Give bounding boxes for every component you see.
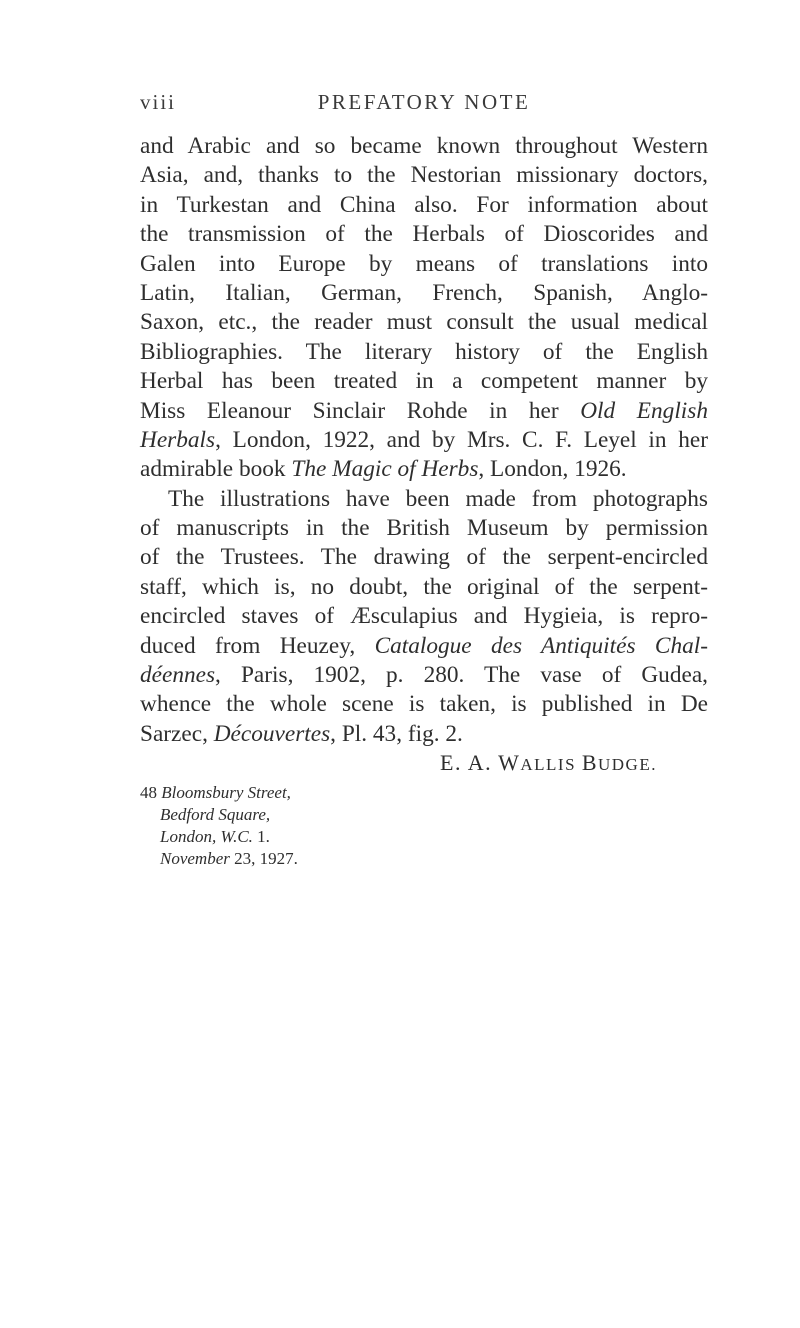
address-date-line [140, 848, 298, 870]
text-line [140, 308, 708, 337]
text-line [140, 250, 708, 279]
text-line [140, 426, 708, 455]
text-line [140, 367, 708, 396]
signature-name-part: ALLIS [520, 755, 577, 774]
text-line [140, 338, 708, 367]
prefatory-note-body [140, 132, 708, 749]
date-day-year: 23, 1927. [234, 849, 298, 868]
address-postal-number: 1. [257, 827, 270, 846]
italic-title-segment: déennes [140, 662, 216, 689]
text-segment: Herbal has been treated in a competent manner by [140, 368, 708, 395]
address-postal: W.C. [220, 827, 253, 846]
text-segment: duced from Heuzey, [140, 632, 375, 659]
page-title: PREFATORY NOTE [317, 90, 531, 114]
text-line [140, 220, 708, 249]
address-square: Bedford Square, [160, 805, 271, 824]
text-segment: Galen into Europe by means of translations into [140, 250, 708, 277]
text-line [140, 602, 708, 631]
address-street-line [140, 782, 298, 804]
text-line [140, 279, 708, 308]
address-number: 48 [140, 783, 157, 802]
signature-name-part: W [498, 750, 521, 775]
signature-name [498, 750, 657, 775]
date-month: November [160, 849, 230, 868]
text-segment: Asia, and, thanks to the Nestorian missionary doctors, [140, 162, 708, 189]
text-segment: encircled staves of Æsculapius and Hygieia, is repro- [140, 603, 708, 630]
text-line [140, 514, 708, 543]
text-line [140, 690, 708, 719]
text-segment: , London, 1922, and by Mrs. C. F. Leyel in her [215, 426, 708, 453]
italic-title-segment: Herbals [140, 426, 216, 453]
text-line [140, 661, 708, 690]
text-segment: whence the whole scene is taken, is published in De [140, 691, 708, 718]
text-line [140, 191, 708, 220]
text-line [140, 543, 708, 572]
text-segment: Miss Eleanour Sinclair Rohde in her [140, 397, 581, 424]
text-segment: , London, 1926. [478, 456, 627, 483]
page-number: viii [140, 90, 177, 114]
text-segment: Saxon, etc., the reader must consult the usual medical [140, 309, 708, 336]
text-segment: , Paris, 1902, p. 280. The vase of Gudea, [215, 662, 708, 689]
text-segment: and Arabic and so became known throughout Western [140, 133, 708, 159]
text-segment: in Turkestan and China also. For information about [140, 191, 708, 218]
text-line [140, 485, 708, 514]
italic-title-segment: Découvertes [213, 720, 331, 747]
signature-name-part: UDGE. [598, 755, 657, 774]
text-segment: Latin, Italian, German, French, Spanish, Anglo- [140, 279, 708, 306]
text-segment: Sarzec, [140, 720, 214, 747]
author-address [140, 782, 298, 870]
address-city: London, [160, 827, 217, 846]
text-segment: of manuscripts in the British Museum by permission [140, 515, 708, 542]
text-line [140, 573, 708, 602]
address-city-line [140, 826, 298, 848]
text-line [140, 632, 708, 661]
signature-name-part: B [581, 750, 598, 775]
text-segment: staff, which is, no doubt, the original of the serpent- [140, 573, 708, 600]
author-signature [440, 750, 657, 776]
text-segment: of the Trustees. The drawing of the serpent-encircled [140, 544, 708, 571]
italic-title-segment: Catalogue des Antiquités Chal- [374, 632, 708, 659]
signature-initials: E. A. [440, 750, 493, 775]
text-segment: The illustrations have been made from photographs [168, 485, 708, 512]
text-line [140, 161, 708, 190]
text-segment: admirable book [140, 456, 292, 483]
text-line [140, 720, 708, 749]
address-street: Bloomsbury Street, [161, 783, 291, 802]
text-segment: Bibliographies. The literary history of the English [140, 338, 708, 365]
text-segment: , Pl. 43, fig. 2. [330, 720, 463, 747]
text-line [140, 132, 708, 161]
text-segment: the transmission of the Herbals of Dioscorides and [140, 221, 708, 248]
address-square-line [140, 804, 298, 826]
text-line [140, 455, 708, 484]
italic-title-segment: Old English [580, 397, 708, 424]
text-line [140, 397, 708, 426]
italic-title-segment: The Magic of Herbs [291, 456, 479, 483]
running-head [140, 90, 708, 120]
